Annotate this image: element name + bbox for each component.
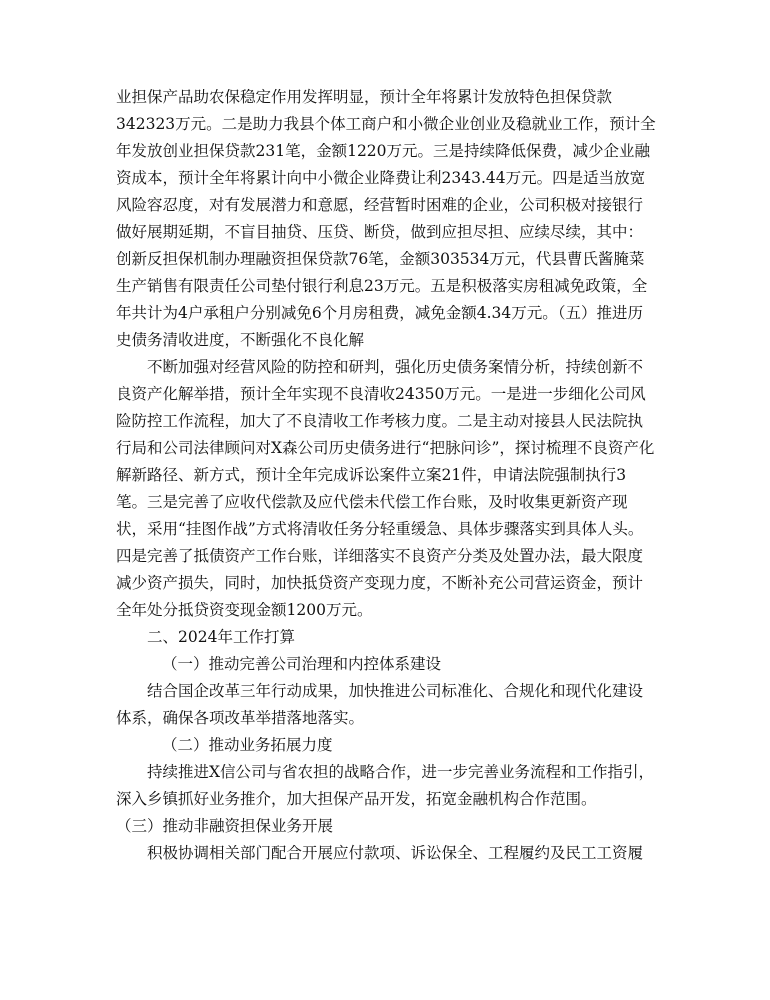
paragraph: 持续推进X信公司与省农担的战略合作，进一步完善业务流程和工作指引，深入乡镇抓好业务推介，加大担保产品开发，拓宽金融机构合作范围。 (116, 763, 655, 808)
subsection-heading: （三）推动非融资担保业务开展 (116, 817, 334, 835)
section-heading: 二、2024年工作打算 (147, 628, 295, 646)
subsection-heading: （一）推动完善公司治理和内控体系建设 (162, 655, 442, 673)
subsection-heading: （二）推动业务拓展力度 (162, 736, 333, 754)
paragraph: 业担保产品助农保稳定作用发挥明显，预计全年将累计发放特色担保贷款342323万元。二是助力我县个体工商户和小微企业创业及稳就业工作，预计全年发放创业担保贷款231笔，金额1220万元。三是持续降低保费，减少企业融资成本，预计全年将累计向中小微企业降费让利2343.44万元。四是适当放宽风险容忍度，对有发展潜力和意愿，经营暂时困难的企业，公司积极对接银行做好展期延期，不盲目抽贷、压贷、断贷，做到应担尽担、应续尽续，其中：创新反担保机制办理融资担保贷款76笔，金额303534万元，代县曹氏酱腌菜生产销售有限责任公司垫付银行利息23万元。五是积极落实房租减免政策，全年共计为4户承租户分别减免6个月房租费，减免金额4.34万元。（五）推进历史债务清收进度，不断强化不良化解 (116, 88, 656, 349)
paragraph: 积极协调相关部门配合开展应付款项、诉讼保全、工程履约及民工工资履 (147, 844, 644, 862)
document-body (116, 84, 656, 867)
paragraph: 结合国企改革三年行动成果，加快推进公司标准化、合规化和现代化建设体系，确保各项改革举措落地落实。 (116, 682, 644, 727)
paragraph: 不断加强对经营风险的防控和研判，强化历史债务案情分析，持续创新不良资产化解举措，预计全年实现不良清收24350万元。一是进一步细化公司风险防控工作流程，加大了不良清收工作考核力度。二是主动对接县人民法院执行局和公司法律顾问对X森公司历史债务进行“把脉问诊”，探讨梳理不良资产化解新路径、新方式，预计全年完成诉讼案件立案21件，申请法院强制执行3笔。三是完善了应收代偿款及应代偿未代偿工作台账，及时收集更新资产现状，采用“挂图作战”方式将清收任务分轻重缓急、具体步骤落实到具体人头。四是完善了抵债资产工作台账，详细落实不良资产分类及处置办法，最大限度减少资产损失，同时，加快抵贷资产变现力度，不断补充公司营运资金，预计全年处分抵贷资变现金额1200万元。 (116, 358, 655, 619)
